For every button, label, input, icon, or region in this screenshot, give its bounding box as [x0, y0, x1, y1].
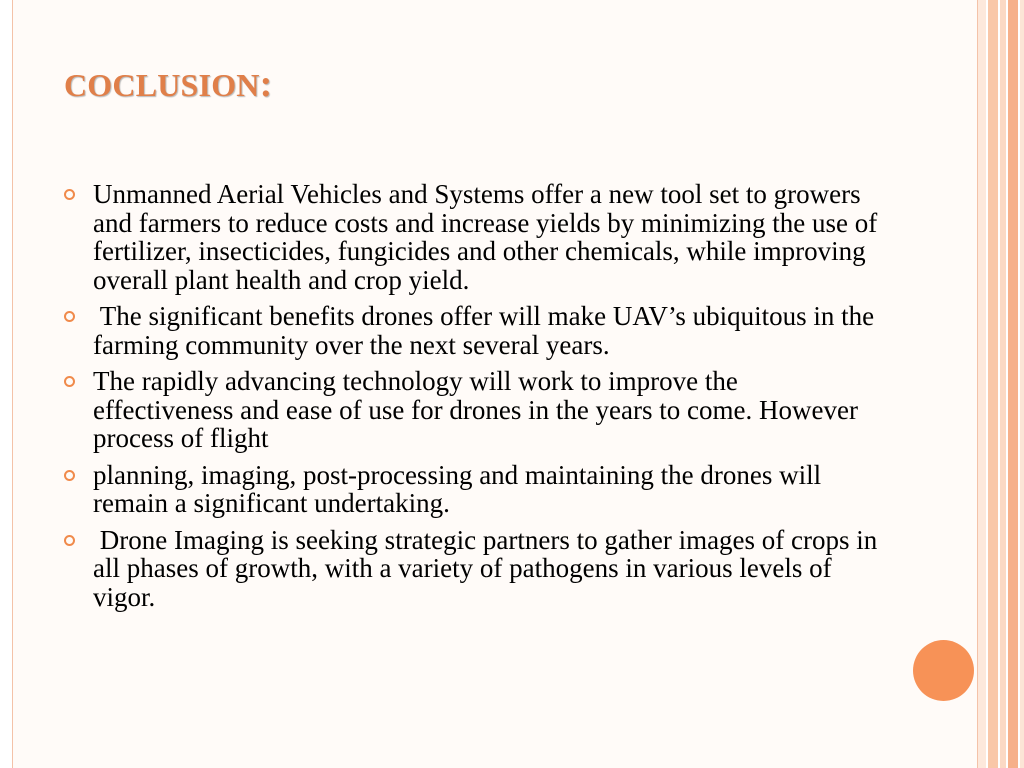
slide-title: [64, 62, 272, 106]
bullet-item: [60, 524, 885, 612]
decorative-stripes: [978, 0, 1024, 768]
bullet-item: [60, 461, 880, 518]
bullet-item: [60, 302, 880, 359]
stripe: [1000, 0, 1006, 768]
stripe: [1008, 0, 1018, 768]
circle-bullet-icon: [64, 311, 75, 322]
stripe: [978, 0, 986, 768]
stripe: [1020, 0, 1024, 768]
bullet-text: planning, imaging, post-processing and maintaining the drones will remain a significant undertaking.: [93, 459, 828, 518]
bullet-text: Drone Imaging is seeking strategic partners to gather images of crops in all phases of growth, with a variety of pathogens in various levels of vigor.: [93, 524, 885, 612]
bullet-text: The significant benefits drones offer will make UAV’s ubiquitous in the farming community over the next several years.: [93, 301, 881, 360]
circle-bullet-icon: [64, 189, 75, 200]
title-colon: :: [259, 63, 273, 105]
bullet-list: [60, 179, 885, 619]
circle-bullet-icon: [64, 535, 75, 546]
stripe: [988, 0, 998, 768]
accent-circle: [913, 640, 974, 701]
title-text: COCLUSION: [64, 67, 260, 103]
circle-bullet-icon: [64, 376, 75, 387]
bullet-item: [60, 367, 880, 453]
bullet-item: [60, 179, 885, 295]
bullet-text: Unmanned Aerial Vehicles and Systems offer a new tool set to growers and farmers to reduce costs and increase yields by minimizing the use of fertilizer, insecticides, fungicides and other chemicals, while improving overall plant health and crop yield.: [93, 179, 885, 295]
circle-bullet-icon: [64, 470, 75, 481]
bullet-text: The rapidly advancing technology will work to improve the effectiveness and ease of use for drones in the years to come. However process of flight: [93, 366, 865, 453]
